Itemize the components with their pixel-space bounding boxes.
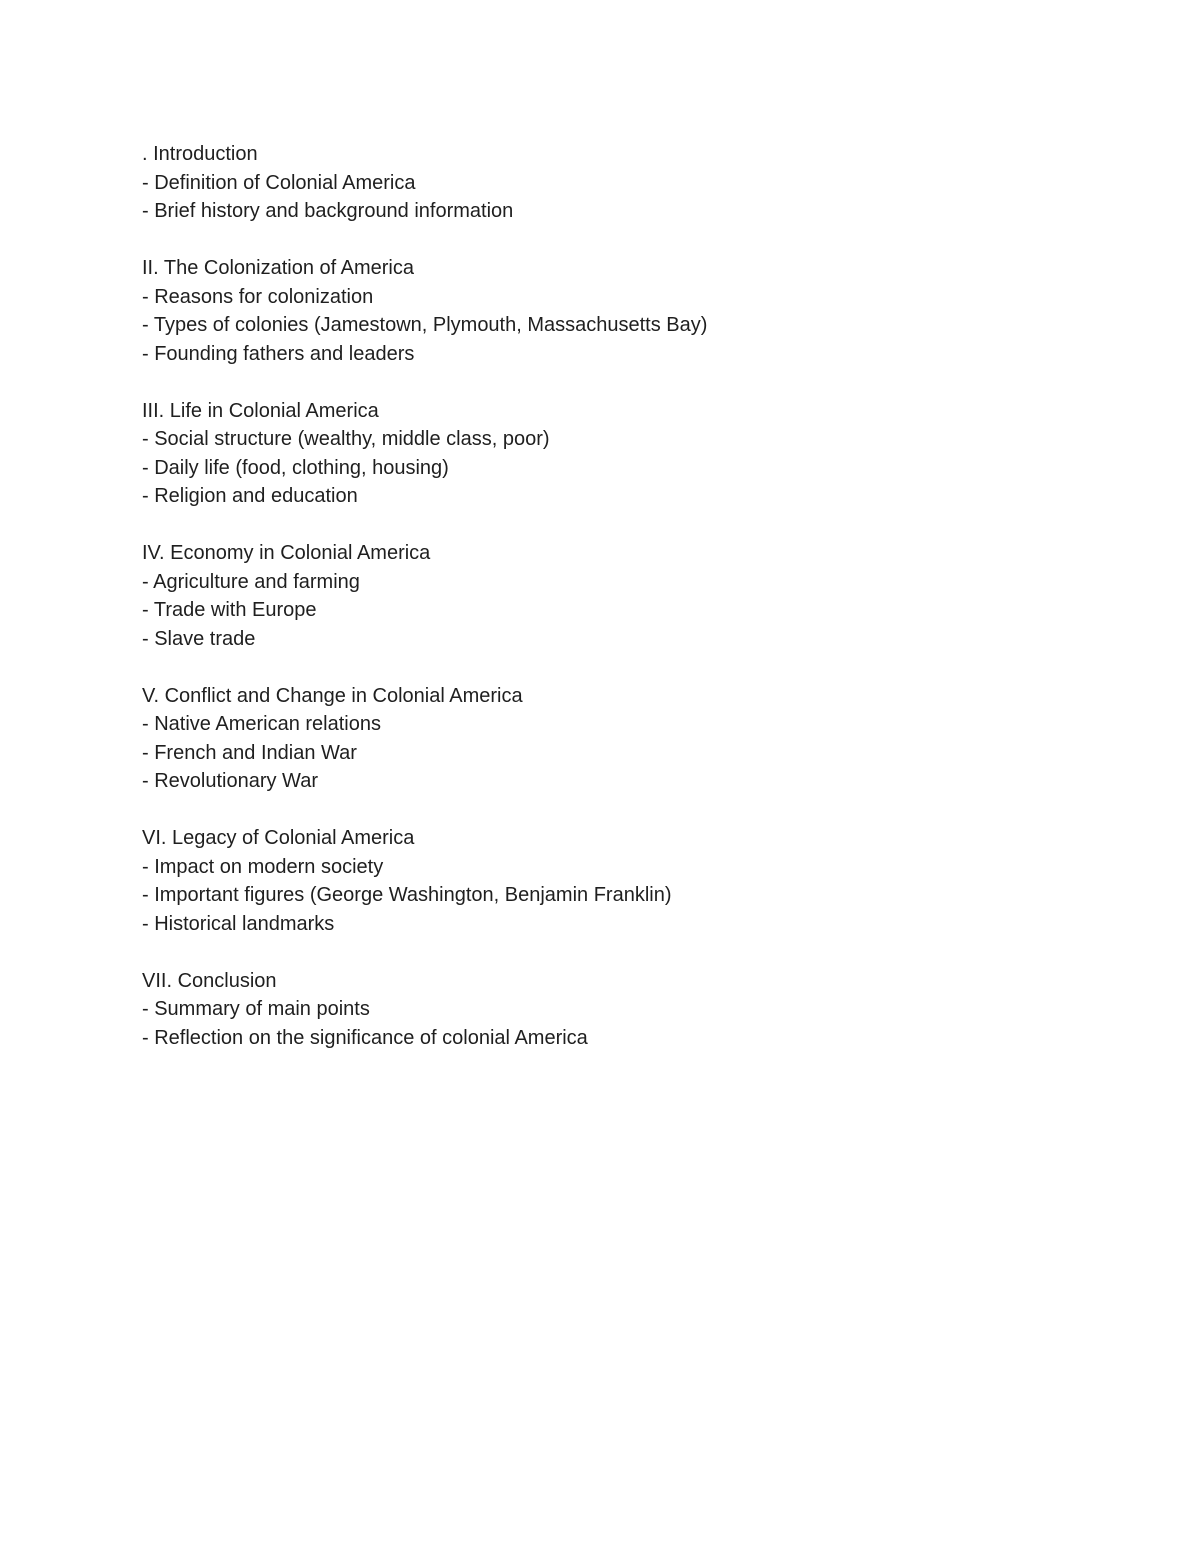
section-heading: II. The Colonization of America: [142, 257, 414, 279]
section-heading: IV. Economy in Colonial America: [142, 542, 431, 564]
outline-item: - Reasons for colonization: [142, 285, 374, 308]
essay-outline: [142, 140, 1102, 1081]
outline-section-conclusion: [142, 967, 1102, 1053]
outline-item: - Social structure (wealthy, middle class, poor): [142, 428, 550, 450]
outline-item: - Religion and education: [142, 485, 358, 507]
outline-section-life: [142, 397, 1102, 511]
outline-section-conflict: [142, 682, 1102, 796]
outline-item: - Trade with Europe: [142, 599, 317, 621]
outline-item: - Native American relations: [142, 713, 381, 735]
outline-section-legacy: [142, 824, 1102, 938]
section-heading: VI. Legacy of Colonial America: [142, 827, 415, 849]
outline-item: - Revolutionary War: [142, 770, 318, 792]
outline-section-introduction: [142, 140, 1102, 226]
section-heading: III. Life in Colonial America: [142, 399, 379, 422]
outline-item: - French and Indian War: [142, 741, 357, 764]
outline-item: - Definition of Colonial America: [142, 171, 416, 194]
section-heading: V. Conflict and Change in Colonial America: [142, 684, 523, 707]
outline-item: - Important figures (George Washington, Benjamin Franklin): [142, 884, 672, 906]
section-heading: VII. Conclusion: [142, 969, 277, 992]
outline-section-economy: [142, 539, 1102, 653]
outline-item: - Founding fathers and leaders: [142, 342, 415, 365]
outline-item: - Historical landmarks: [142, 912, 335, 935]
outline-item: - Summary of main points: [142, 998, 370, 1020]
outline-item: - Impact on modern society: [142, 855, 384, 878]
outline-item: - Brief history and background information: [142, 200, 514, 222]
outline-section-colonization: [142, 254, 1102, 368]
outline-item: - Reflection on the significance of colonial America: [142, 1026, 588, 1049]
outline-item: - Slave trade: [142, 627, 256, 650]
section-heading: . Introduction: [142, 143, 258, 165]
outline-item: - Daily life (food, clothing, housing): [142, 456, 449, 479]
outline-item: - Agriculture and farming: [142, 570, 360, 593]
outline-item: - Types of colonies (Jamestown, Plymouth, Massachusetts Bay): [142, 314, 708, 336]
